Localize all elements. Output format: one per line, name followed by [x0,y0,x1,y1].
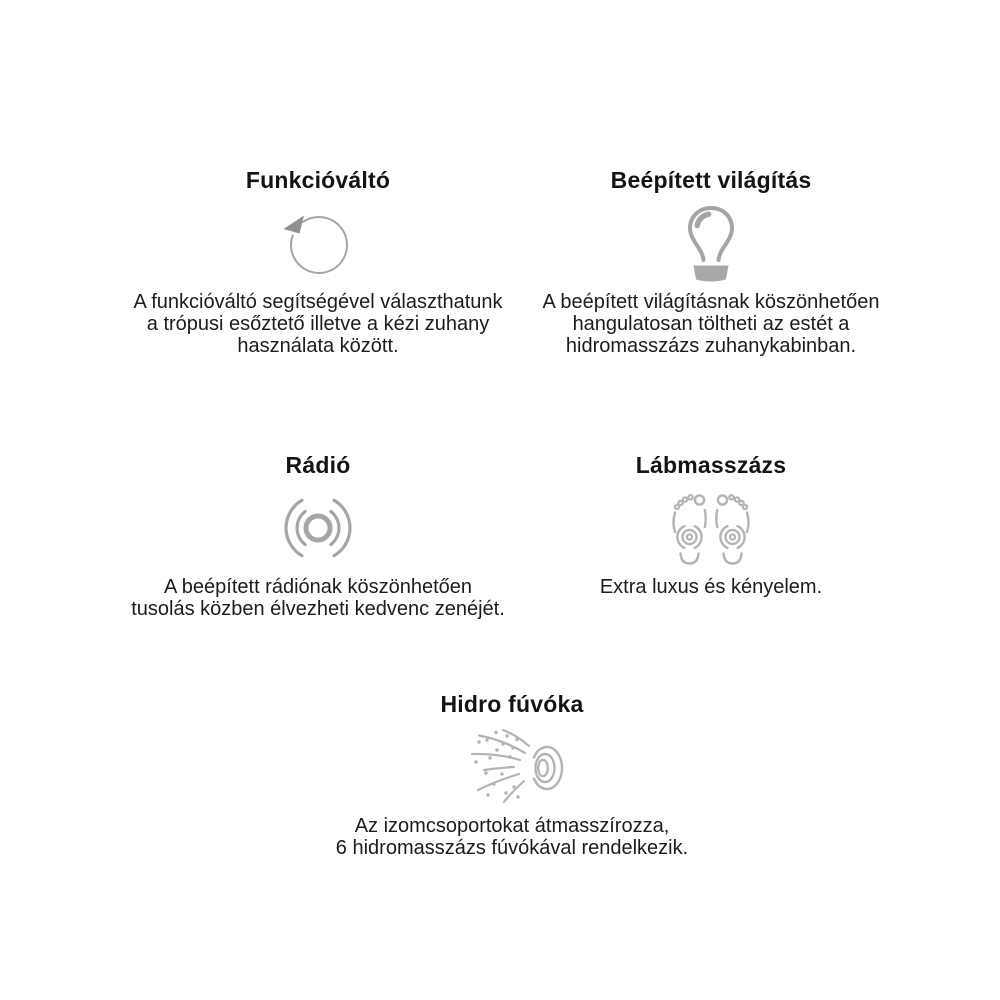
feature-funkciovalto [98,167,538,357]
feature-description [98,291,538,357]
feature-labmasszazs [491,452,931,598]
feature-title: Rádió [285,452,351,478]
desc-line: A beépített világításnak köszönhetően [542,291,880,313]
lightbulb-icon [491,202,931,284]
feature-description [292,815,732,859]
feature-hidro-fuvoka [292,691,732,859]
feet-massage-icon [491,487,931,569]
desc-line: A beépített rádiónak köszönhetően [163,576,472,598]
water-jet-icon [292,726,732,808]
desc-line: 6 hidromasszázs fúvókával rendelkezik. [335,837,689,859]
feature-description [491,576,931,598]
desc-line: használata között. [237,335,399,357]
feature-title: Funkcióváltó [245,167,391,193]
desc-line: Extra luxus és kényelem. [599,576,823,598]
desc-line: hangulatosan töltheti az estét a [572,313,850,335]
feature-description [491,291,931,357]
feature-radio [98,452,538,620]
rotate-arrow-icon [98,202,538,284]
desc-line: a trópusi esőztető illetve a kézi zuhany [146,313,490,335]
feature-title: Lábmasszázs [635,452,787,478]
desc-line: A funkcióváltó segítségével választhatunk [133,291,503,313]
desc-line: tusolás közben élvezheti kedvenc zenéjét. [131,598,505,620]
desc-line: hidromasszázs zuhanykabinban. [565,335,857,357]
desc-line: Az izomcsoportokat átmasszírozza, [354,815,670,837]
feature-description [98,576,538,620]
feature-title: Beépített világítás [610,167,812,193]
radio-waves-icon [98,487,538,569]
feature-beepitett-vilagitas [491,167,931,357]
feature-title: Hidro fúvóka [440,691,584,717]
